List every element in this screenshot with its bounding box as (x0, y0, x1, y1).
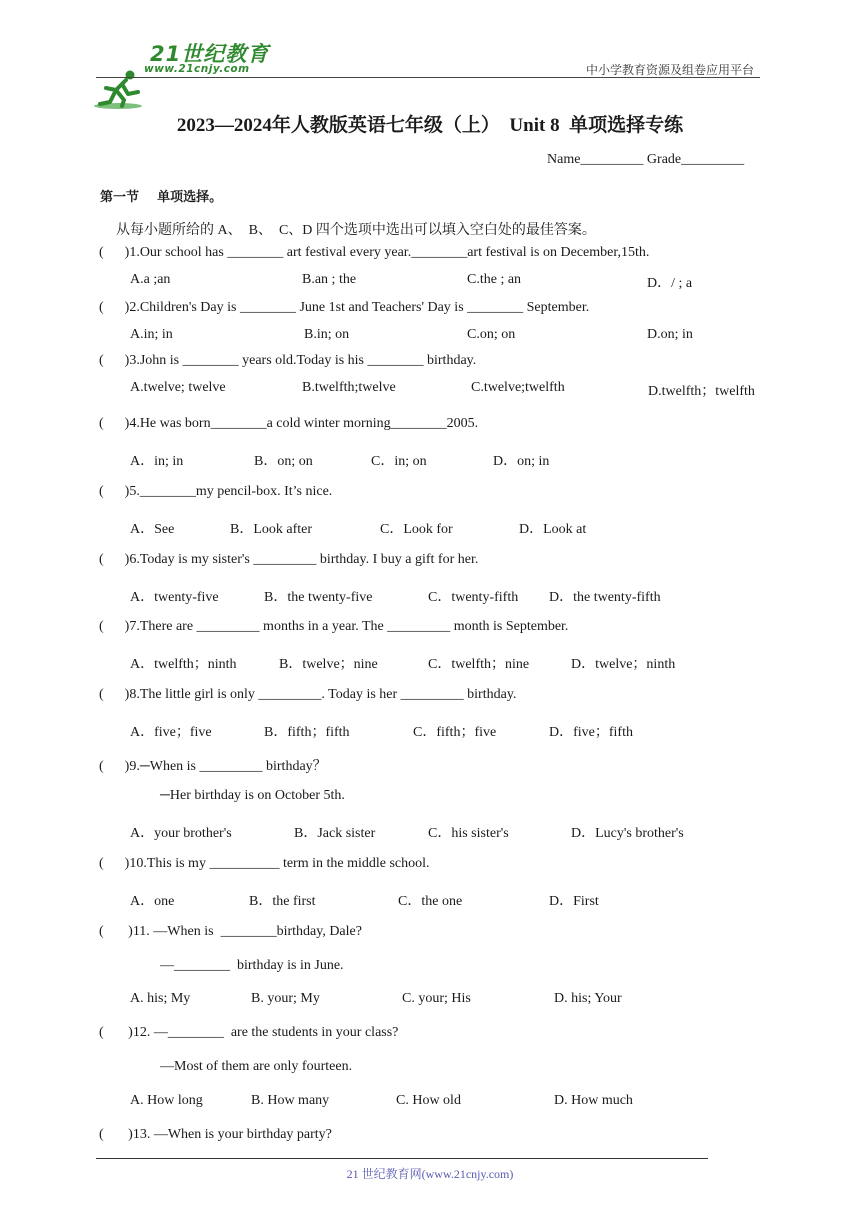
q2-option-a: A.in; in (130, 327, 173, 342)
question-12-response: —Most of them are only fourteen. (160, 1059, 353, 1074)
q3-option-b: B.twelfth;twelve (302, 380, 396, 395)
question-2: ( )2.Children's Day is ________ June 1st and Teachers' Day is ________ September. (99, 300, 590, 315)
q8-option-a: A．five；five (130, 725, 212, 740)
site-logo (92, 36, 270, 80)
q4-option-d: D．on; in (493, 454, 550, 469)
question-11-response: —________ birthday is in June. (160, 958, 344, 973)
q5-option-a: A．See (130, 522, 175, 537)
q8-option-b: B．fifth；fifth (264, 725, 350, 740)
question-10: ( )10.This is my __________ term in the middle school. (99, 856, 430, 871)
q6-option-c: C．twenty-fifth (428, 590, 519, 605)
question-11: ( )11. —When is ________birthday, Dale? (99, 924, 362, 939)
question-12: ( )12. —________ are the students in your class? (99, 1025, 399, 1040)
question-8: ( )8.The little girl is only _________. Today is her _________ birthday. (99, 687, 517, 702)
q12-option-a: A. How long (130, 1093, 203, 1108)
header-divider (96, 77, 760, 78)
q9-option-a: A．your brother's (130, 826, 232, 841)
q5-option-b: B．Look after (230, 522, 313, 537)
q9-option-c: C．his sister's (428, 826, 509, 841)
logo-chinese-name: 21世纪教育 (150, 42, 270, 66)
q1-option-a: A.a ;an (130, 272, 171, 287)
q11-option-a: A. his; My (130, 991, 191, 1006)
q9-option-b: B．Jack sister (294, 826, 376, 841)
q3-option-d: D.twelfth；twelfth (648, 384, 755, 399)
q1-option-c: C.the ; an (467, 272, 522, 287)
header-platform-text: 中小学教育资源及组卷应用平台 (585, 63, 754, 77)
footer-source-text: 21 世纪教育网(www.21cnjy.com) (346, 1167, 514, 1181)
q11-option-b: B. your; My (251, 991, 320, 1006)
question-6: ( )6.Today is my sister's _________ birthday. I buy a gift for her. (99, 552, 479, 567)
question-5: ( )5.________my pencil-box. It’s nice. (99, 484, 333, 499)
q6-option-a: A．twenty-five (130, 590, 219, 605)
q8-option-d: D．five；fifth (549, 725, 633, 740)
question-3: ( )3.John is ________ years old.Today is his ________ birthday. (99, 353, 477, 368)
runner-logo-icon (92, 68, 152, 112)
q2-option-b: B.in; on (304, 327, 350, 342)
q11-option-d: D. his; Your (554, 991, 622, 1006)
q7-option-a: A．twelfth；ninth (130, 657, 237, 672)
q2-option-c: C.on; on (467, 327, 516, 342)
q10-option-c: C．the one (398, 894, 463, 909)
logo-url: www.21cnjy.com (144, 63, 250, 75)
q7-option-b: B．twelve；nine (279, 657, 378, 672)
page-title: 2023—2024年人教版英语七年级（上） Unit 8 单项选择专练 (176, 115, 684, 136)
question-9-response: ─Her birthday is on October 5th. (160, 788, 345, 803)
q2-option-d: D.on; in (647, 327, 693, 342)
q8-option-c: C．fifth；five (413, 725, 497, 740)
q7-option-c: C．twelfth；nine (428, 657, 530, 672)
question-1: ( )1.Our school has ________ art festival every year.________art festival is on December,15th. (99, 245, 650, 260)
q4-option-c: C．in; on (371, 454, 427, 469)
q4-option-a: A．in; in (130, 454, 184, 469)
q9-option-d: D．Lucy's brother's (571, 826, 684, 841)
q5-option-c: C．Look for (380, 522, 453, 537)
q5-option-d: D．Look at (519, 522, 587, 537)
q3-option-c: C.twelve;twelfth (471, 380, 565, 395)
q6-option-b: B．the twenty-five (264, 590, 373, 605)
name-grade-fields: Name_________ Grade_________ (547, 152, 745, 167)
q10-option-a: A．one (130, 894, 175, 909)
q10-option-b: B．the first (249, 894, 316, 909)
question-13: ( )13. —When is your birthday party? (99, 1127, 332, 1142)
q12-option-b: B. How many (251, 1093, 330, 1108)
section-heading: 第一节 单项选择。 (100, 190, 223, 205)
q3-option-a: A.twelve; twelve (130, 380, 226, 395)
q12-option-d: D. How much (554, 1093, 633, 1108)
q11-option-c: C. your; His (402, 991, 471, 1006)
section-instruction: 从每小题所给的 A、 B、 C、D 四个选项中选出可以填入空白处的最佳答案。 (116, 223, 596, 238)
q1-option-b: B.an ; the (302, 272, 357, 287)
question-9: ( )9.─When is _________ birthday？ (99, 759, 327, 774)
q12-option-c: C. How old (396, 1093, 461, 1108)
footer-divider (96, 1158, 708, 1159)
q7-option-d: D．twelve；ninth (571, 657, 676, 672)
q10-option-d: D．First (549, 894, 599, 909)
question-7: ( )7.There are _________ months in a year. The _________ month is September. (99, 619, 569, 634)
question-4: ( )4.He was born________a cold winter morning________2005. (99, 416, 479, 431)
q6-option-d: D．the twenty-fifth (549, 590, 661, 605)
q1-option-d: D．/ ; a (647, 276, 693, 291)
q4-option-b: B．on; on (254, 454, 313, 469)
